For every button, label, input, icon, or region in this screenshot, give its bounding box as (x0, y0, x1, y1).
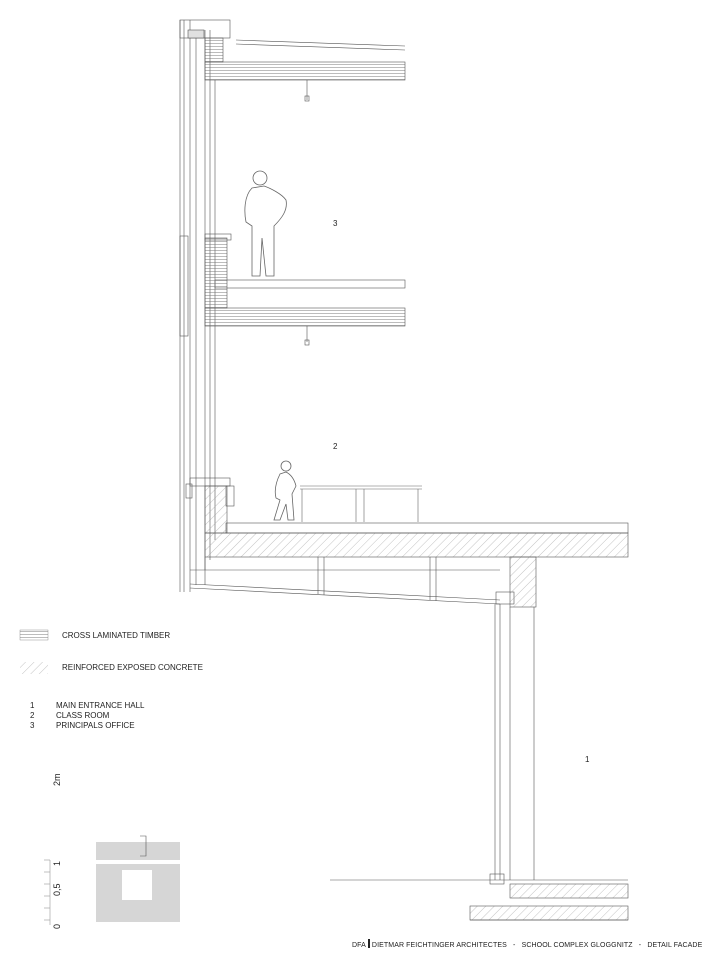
ground-slab (330, 880, 628, 920)
legend-swatch-clt (20, 630, 48, 640)
room-marker-1: 1 (585, 755, 590, 764)
room-legend-num: 2 (30, 711, 35, 720)
legend-label-concrete: REINFORCED EXPOSED CONCRETE (62, 663, 203, 672)
scale-label-2m: 2m (52, 773, 62, 786)
person-silhouette-adult (245, 171, 286, 276)
brand-mark: DFA (352, 942, 366, 949)
key-plan (96, 836, 180, 922)
room-legend-num: 1 (30, 701, 35, 710)
room-marker-2: 2 (333, 442, 338, 451)
room-legend-num: 3 (30, 721, 35, 730)
legend-swatch-concrete (20, 662, 48, 674)
legend-label-clt: CROSS LAMINATED TIMBER (62, 631, 171, 640)
person-silhouette-child (274, 461, 296, 520)
roof-slab (205, 38, 405, 101)
scale-label-1: 1 (52, 860, 62, 866)
project-name: SCHOOL COMPLEX GLOGGNITZ (521, 942, 633, 949)
room-legend-label: PRINCIPALS OFFICE (56, 721, 135, 730)
office-name: DIETMAR FEICHTINGER ARCHITECTES (371, 942, 507, 949)
room-marker-3: 3 (333, 219, 338, 228)
soffit (190, 557, 514, 604)
classroom-tables (300, 486, 422, 522)
title-block (352, 939, 702, 949)
office-floor (180, 234, 405, 345)
concrete-column (490, 557, 536, 884)
scale-bar (44, 860, 50, 925)
scale-label-half: 0,5 (52, 883, 62, 896)
separator: - (513, 942, 516, 949)
sheet-title: DETAIL FACADE (647, 942, 702, 949)
classroom-slab (205, 486, 628, 570)
brand-divider (368, 939, 370, 948)
room-legend-label: CLASS ROOM (56, 711, 110, 720)
scale-label-0: 0 (52, 923, 62, 929)
room-legend-label: MAIN ENTRANCE HALL (56, 701, 145, 710)
separator: - (638, 942, 642, 949)
